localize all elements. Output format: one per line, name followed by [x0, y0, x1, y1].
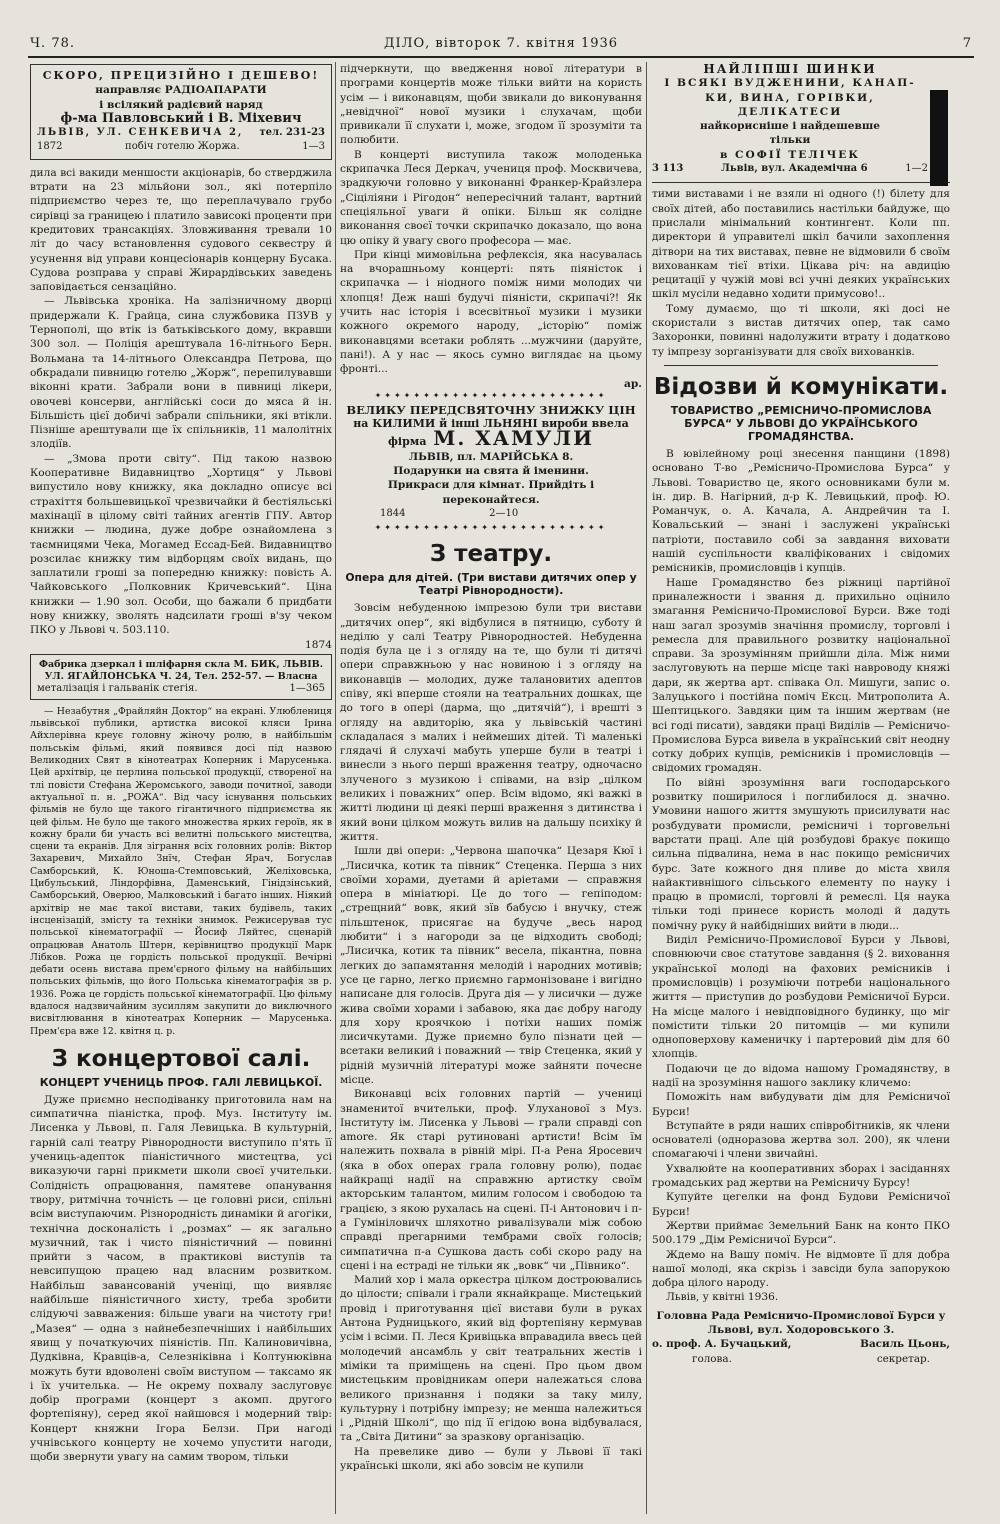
article-paragraph: дила всі вакиди меншости акціонарів, бо стверджила втрати на 23 мільйони зол., які потерпіло підприємство через те, що переплачувало грубо сирівці за границею і платило зависокі проценти при кредитових трансакціях. Зловживання тревали 10 літ до часу встановлення судового секвестру й усунення від управи концесіонарів концерну Бусака. Судова розправа у справі Жирардівських заведень заповідається сензаційно.: [30, 166, 332, 294]
ad-radio-tel: тел. 231-23: [259, 127, 325, 139]
ad-hams-line: НАЙЛІПШІ ШИНКИ: [703, 62, 877, 76]
article-paragraph: При кінці мимовільна рефлексія, яка насувалась на вчорашньому концерті: пять піяністок і скрипачка — і ніодного поміж ними молодих чи хлопця! Деж наші будучі піяністи, скрипачі?! Як учить нас історія і всесвітньої музики і музики кожного окремого народу, „історію“ поміж виконавцями всетаки роблять ...мужчини (даруйте, пані!). А у нас — якось сумно виглядає на цьому фронті...: [340, 248, 642, 376]
article-paragraph: Вступайте в ряди наших співробітників, як члени основателі (одноразова жертва зол. 200), як члени спомагаючі і члени звичайні.: [652, 1119, 950, 1161]
article-paragraph: — Незабутня „Фрайляйн Доктор“ на екрані. Улюблениця львівської публики, артистка високої кляси Ірина Айхлерівна креує головну жіночу ролю, в найбільшім польськім фільмі, який появився досі під назвою Великодних Свят в кінотеатрах Коперник і Марусенька. Цей архітвір, це перлина польської продукції, створеної на тлі повісти Стефана Жеромського, заводи почитної, заводи актуальної п. н. „РОЖА“. Від часу існування польських фільмів не було ще такого гігантичного підприємства як цей фільм. Не було ще такого множества ярких героїв, як в кожну брали би участь всі велитні польського мистецтва, сцени та екранів. Для зіграння всіх головних ролів: Віктор Захаревич, Михайло Знїч, Стефан Ярач, Богуслав Самборський, К. Юноша-Стемповський, Желіховська, Цибульський, Ліндорфівна, Даменський, Гінідзінський, Самборський, Оверюо, Малковський і багато інших. Ніякий архітвір не має такої вистави, таких будівель, таких інсценізацій, змісту та техніки знимок. Режисерував тус польської кінематографії — Йосиф Ляйтес, сценарій опрацював Анатоль Штерн, керівництво продукції Марк Лібков. Рожа це гордість польської продукції. Вечірні дебати осень вистава прем'єрного фільму на найбільших польських фільмів, що його Польська кінематографія зв р. 1936. Рожа це гордість польської кінематографії. Цю фільму вдалося надзвичайним зусиллям закупити до виключного висвітлювання в кінотеатрах Коперник — Марусенька. Прем'єра вже 12. квітня ц. р.: [30, 705, 332, 1037]
ad-radio: [30, 64, 332, 160]
article-paragraph: Наше Громадянство без ріжниці партійної приналежности і звання д. прихильно оцінило змагання Ремісничо-Промислової Бурси. Вже тоді наш загал зрозумів значіння промислу, торговлі і ремесла для правильного розвитку національної справи. За зрозумінням прийшли діла. Між ними заслуговують на перше місце такі навроводу княжі дари, як жертва арт. співака Ол. Мишуги, запис о. Залуцького і постійна поміч Ексц. Митрополита А. Шептицького. Завдяки цим та іншим жертвам (не всі годі писати), завдяки праці Виділів — Ремісничо-Промислова Бурса вивела в український світ неодну сотку добрих купців, ремісників і промисловців — свідомих громадян.: [652, 576, 950, 775]
article-paragraph: Подаючи це до відома нашому Громадянству, в надії на зрозуміння нашого заклику кличемо:: [652, 1062, 950, 1089]
ornament-rule: ✦✦✦✦✦✦✦✦✦✦✦✦✦✦✦✦✦✦✦✦✦✦✦✦: [374, 390, 608, 400]
ad-range: 1—2: [905, 163, 928, 175]
issue-number: Ч. 78.: [30, 36, 75, 51]
column-divider: [646, 62, 647, 1514]
ad-radio-line: направляє РАДІОАПАРАТИ: [95, 84, 267, 97]
ad-radio-line: і всілякий радієвий наряд: [99, 98, 263, 111]
ad-glass-line: металізація і гальванік стегія.: [37, 682, 198, 694]
article-paragraph: — Львівська хроніка. На залізничному дворці придержали К. Грайца, сина службовика ПЗУВ у Тернополі, що втік із батьківського дому, вкравши 300 зол. — Поліція арештувала 16-літнього Берн. Вольмана та 14-літнього Олександра Петрова, що обкрадали пивницю готелю „Жорж“, перепилувавши віконні крати. Забрали вони в пивниці лікери, овочеві консерви, англійські соси до мяса й ін. Більшість цієї добичі забрали спільники, які втікли. Пізніше арештували ще їх спільників, 11 малолітніх злодіїв.: [30, 295, 332, 451]
signature-left: о. проф. А. Бучацький,: [652, 1338, 792, 1351]
masthead: ДІЛО, вівторок 7. квітня 1936: [383, 36, 619, 51]
ad-radio-near: побіч готелю Жоржа.: [125, 141, 240, 153]
article-paragraph: По війні зрозуміння ваги господарського розвитку поширилося і поглибилося д. значно. Умовини нашого життя змушують присилувати нас розбудувати промисли, ремісничі і торговельні варстати праці. Але цій розбудові бракує покищо сильна підвалина, нема в нас покищо ремісничих бурс. Зате кожного дня пливе до міста хвиля найактивнішого сільського елементу по науку і працю в промислі, торговлі й ремеслі. Ця наука тільки тоді принесе користь молоді й дадуть помічну руку й найбідніших вийти в люди...: [652, 776, 950, 932]
ad-code: 3 113: [652, 163, 684, 175]
article-paragraph: — „Змова проти світу“. Під такою назвою Кооперативне Видавництво „Хортиця“ у Львові випустило нову книжку, яка докладно описує всі страхіття большевицької чрезвичайки й бестіяльські махінації в цілому світі тайних агентів ГПУ. Автор книжки — людина, дуже добре ознайомлена з таємницями Чека, Могамед Ессад-Бей. Видавництво розсилає книжку тим відборцям своїх видань, що заплатили гроші за попередню книжку: повість А. Чайковського „Полковник Кричевський“. Ціна книжки — 1.90 зол. Особи, що бажали б придбати нову книжку, зволять надсилати гроші в'зу чеком ПКО у Львові ч. 503.110.: [30, 452, 332, 637]
article-paragraph: Малий хор і мала оркестра цілком достроювались до цілости; співали і грали якнайкраще. Мистецький провід і приготування цієї вистави були в руках Антона Рудницького, який від фортепіяну кермував усім і всіми. П. Леся Кривіцька вправадила ввесь цей молодечий ансамбль у світ театральних жестів і міміки та приміщень на сцені. Про цьом двом мистецьким провідникам опери належаться слова великого признання і подяки за таку милу, культурну і потрібну імпрезу; не менша належиться і „Рідній Школі“, що під її егідою вона відбувалася, та „Світа Дитини“ за зразкову організацію.: [340, 1274, 642, 1444]
ad-hams-line: ДЕЛІКАТЕСИ: [737, 105, 843, 118]
ad-range: 1—3: [302, 141, 325, 153]
ad-glass-line: УЛ. ЯГАЙЛОНСЬКА Ч. 24, Тел. 252-57. — Власна: [44, 670, 318, 682]
ad-radio-firm: ф-ма Павловський і В. Міхевич: [60, 110, 302, 126]
article-paragraph: Купуйте цегелки на фонд Будови Ремісничої Бурси!: [652, 1191, 950, 1218]
ad-glass: [30, 654, 332, 700]
ornament-rule: ✦✦✦✦✦✦✦✦✦✦✦✦✦✦✦✦✦✦✦✦✦✦✦✦: [374, 523, 608, 533]
appeal-roles: [652, 1352, 950, 1366]
article-paragraph: Дуже приємно несподіванку приготовила нам на симпатична піаністка, проф. Муз. Інституту ім. Лисенка у Львові, п. Галя Левицька. В культурній, гарній салі театру Рівнородности виступило п'ять її учениць-адепток піаністичного мистецтва, усі виказуючи гарні прикмети школи своєї учительки. Солідність опрацювання, памятеве опанування твору, ритмічна точність — це головні риси, спільні всім виступаючим. Різнородність динаміки й агогіки, технічна досконалість і „розмах“ — як загально музичний, так і чисто піяністичний — повинні прийти з часом, в практикові виступів та невсипущою працею над власним розвитком. Найбільш завансованій ученіці, що виявляє найбільше піяністичного хисту, треба зробити слідуючі завважения: більше уваги на чистоту гри! „Мазея“ — одна з найнебезпечніших і найбільших явищ у початкуючих піяністів. Пп. Калиновичівна, Дудківна, Кравців-а, Селезніківна і Колтунюківна можуть бути вдоволені своїм виступом — таксамо як і їх учителька. — Не окрему похвалу заслуговує добір програми (концерт з акомп. другого фортепіяну), серед якої найшовся і модерний твір: Концерт княжни Ігора Белзи. При нагоді учнівського концерту не хочемо упустити нагоди, щоби звернути увагу на самим твором, тільки: [30, 1093, 332, 1464]
section-rule: [664, 365, 938, 366]
header-rule: [28, 56, 974, 58]
ad-hams-line: в СОФІЇ ТЕЛІЧЕК: [719, 148, 861, 161]
article-title: ТОВАРИСТВО „РЕМІСНИЧО-ПРОМИСЛОВА БУРСА“ У ЛЬВОВІ ДО УКРАЇНСЬКОГО ГРОМАДЯНСТВА.: [670, 403, 932, 443]
appeal-signoff: Головна Рада Ремісничо-Промислової Бурси у Львові, вул. Ходоровського 3.: [656, 1309, 946, 1337]
ad-glass-line: Фабрика дзеркал і шліфарня скла М. БИК, ЛЬВІВ.: [38, 658, 324, 670]
article-paragraph: Ждемо на Вашу поміч. Не відмовте її для добра нашої молоді, яка скрізь і завсіди була запорукою добра цілого народу.: [652, 1248, 950, 1290]
column-3: [652, 62, 950, 1518]
article-paragraph: підчеркнути, що введження нової літератури в програми концертів може тільки вийти на користь усім — і виконавцям, щоби звикали до виконування „невідчної“ нової музики і слухачам, щоби привикали її слухати і, може, згодом її зрозуміти та полюбити.: [340, 63, 642, 147]
article-paragraph: На превелике диво — були у Львові її такі українські школи, які або зовсім не купили: [340, 1445, 642, 1473]
ad-carpets-address: ЛЬВІВ, пл. МАРІЙСЬКА 8.: [408, 450, 574, 463]
role-left: голова.: [692, 1352, 732, 1365]
ad-hams-line: І ВСЯКІ ВУДЖЕНИНИ, КАНАП-: [664, 77, 916, 90]
article-paragraph: В ювілейному році знесення панщини (1898) основано Т-во „Ремісничо-Промислова Бурса“ у Львові. Товариство це, якого основниками були м. ін. дир. В. Нагірний, д-р К. Левицький, проф. Ю. Романчук, о. А. Качала, А. Андрейчин та І. Ковальський — знані і заслужені українські патріоти, поставило собі за завдання виховати нашій суспільности кваліфікованих і свідомих ремісників, промисловців і купців.: [652, 447, 950, 575]
ad-code: 1874: [305, 638, 332, 651]
article-paragraph: Виконавці всіх головних партій — учениці знаменитої вчительки, проф. Улуханової з Муз. Інституту ім. Лисенка у Львові — грали справді con amore. Як старі рутиновані артисти! Всім їм належить похвала в рівній мірі. П-а Рена Яросевич (яка в обох операх грала головну ролю), подає найкращі надії на справжню артистку своїм акторським талантом, милим голосом і свободою та грацією, з якою рухалась на сцені. П-і Антонович і п-а Гумініловичх шляхотно ривалізували між собою справді прегарними тембрами своїх голосів; симпатична п-а Сушкова дасть собі скоро раду на сцені і на естраді не тільки як „вовк“ чи „Півнико“.: [340, 1088, 642, 1272]
article-paragraph: Львів, у квітні 1936.: [666, 1291, 779, 1304]
ad-hams-bar: [930, 90, 948, 186]
section-heading: Відозви й комунікати.: [653, 373, 949, 400]
ad-range: 2—10: [489, 507, 519, 519]
ad-carpets-line: Подарунки на свята й іменини.: [393, 465, 589, 478]
article-paragraph: тими виставами і не взяли ні одного (!) білету для своїх дітей, або поставились настільки байдуже, що прислали мінімальний контингент. Коли пп. директори й управителі шкіл бачили захоплення дітвори на тих виставах, певне не відмовили б своїм вихованкам тієї втіхи. Цікава річ: на авдицію рецитації у чужій мові всі учні деяких українських шкіл мусіли недавно ходити примусово!..: [652, 188, 950, 301]
column-2: [340, 62, 642, 1518]
ad-carpets: [340, 401, 642, 523]
ad-rule: [652, 182, 950, 183]
ad-code: 1872: [37, 141, 63, 153]
article-paragraph: Ухвалюйте на кооперативних зборах і засіданнях громадських рад жертви на Ремісничу Бурсу!: [652, 1162, 950, 1190]
ad-hams-address: Львів, вул. Академічна 6: [721, 163, 868, 175]
ad-code: 1844: [380, 507, 406, 519]
ad-carpets-line: ВЕЛИКУ ПЕРЕДСВЯТОЧНУ ЗНИЖКУ ЦІН: [346, 402, 636, 417]
appeal-signatures: [652, 1337, 950, 1351]
signature-right: Василь Цьонь,: [860, 1338, 950, 1351]
ad-carpets-line: Прикраси для кімнат. Прийдіть і переконайтеся.: [387, 479, 595, 506]
article-paragraph: Жертви приймає Земельний Банк на конто ПКО 500.179 „Дім Ремісничої Бурси“.: [652, 1219, 950, 1247]
page-header: [30, 36, 972, 56]
ad-range: 1—365: [289, 682, 325, 694]
section-heading: З концертової салі.: [51, 1045, 311, 1072]
ad-carpets-line: на КИЛИМИ й інші ЛЬНЯНІ вироби ввела: [353, 417, 629, 431]
column-1: [30, 62, 332, 1518]
column-divider: [335, 62, 336, 1514]
article-paragraph: Зовсім небуденною імпрезою були три вистави „дитячих опер“, які відбулися в пятницю, суботу й неділю у салі Театру Рівнородностей. Небуденна подія була це і з огляду на те, що були ті дитячі опери справжньою у нас новиною і з огляду на виконавців — молодих, дуже талановитих адептов співу, які вперше стояли на театральних дошках, ще до того в опері (дарма, що „дитячій“), і врешті з огляду на авдиторію, яка у львівській частині складалася з малих і неймеших дітей. Ті маленькі глядачі й слухачі мабуть уперше були в театрі і винесли з нього перші враження театру, одночасно злученого з музикою і співами, на взір „цілком великих і поважних“ опер. Всім відомо, які важкі в житті людини ці деякі перші враження з дитинства і який вони цілком можуть вилив на дальшу психіку й життя.: [340, 602, 642, 843]
ad-carpets-firm: М. ХАМУЛИ: [433, 426, 595, 451]
ad-radio-address: ЛЬВІВ, УЛ. СЕНКЕВИЧА 2,: [37, 127, 244, 139]
article-paragraph: В концерті виступила також молоденька скрипачка Леся Деркач, учениця проф. Москвичева, зрадкуючи головно у виконанні Франкер-Крайзлера „Сіціліяни і Рігодон“ непересічний талант, вартний спеціяльної уваги й опіки. Більш як солідне виконання своєї точки скрипачко доказало, що вона цю опіку й увагу свого професора — має.: [340, 148, 642, 247]
ad-hams-line: найкорисніше і найдешевше: [699, 120, 881, 133]
article-paragraph: Виділ Ремісничо-Промислової Бурси у Львові, сповнюючи своє статутове завдання (§ 2. виховання української молоді на фахових ремісників і промисловців) і розуміючи потреби національного життя — приступив до розбудови Ремісничої Бурси. На місце малого і невідповідного будинку, що міг помістити тільки 20 питомців — ми купили одноповерхову каменичку і партеровий дім для 60 хлопців.: [652, 934, 950, 1061]
section-heading: З театру.: [429, 541, 553, 568]
ad-hams-line: КИ, ВИНА, ГОРІВКИ,: [705, 91, 875, 104]
ad-hams: [652, 62, 950, 176]
ad-hams-line: тільки: [769, 134, 811, 147]
role-right: секретар.: [876, 1352, 930, 1365]
page-number: 7: [962, 36, 972, 51]
article-paragraph: Тому думаємо, що ті школи, які досі не скористали з вистав дитячих опер, так само Захоронки, повинні надолужити втрату і додатково ту імпрезу зорганізувати для своїх вихованків.: [652, 302, 950, 358]
article-signature: ар.: [624, 377, 642, 390]
ad-radio-title: СКОРО, ПРЕЦИЗІЙНО І ДЕШЕВО!: [42, 69, 320, 82]
article-paragraph: Поможіть нам вибудувати дім для Ремісничої Бурси!: [652, 1091, 950, 1118]
article-title: КОНЦЕРТ УЧЕНИЦЬ ПРОФ. ГАЛІ ЛЕВИЦЬКОЇ.: [39, 1075, 323, 1089]
ad-carpets-label: фірма: [387, 435, 427, 449]
article-title: Опера для дітей. (Три вистави дитячих опер у Театрі Рівнородности).: [345, 571, 637, 598]
article-paragraph: Ішли дві опери: „Червона шапочка“ Цезаря Кюї і „Лисичка, котик та півник“ Стеценка. Перша з них своїми хорами, дуетами й аріетами — справжня опера в мініатюрі. Це до того — гепіподом: „стрещний“ вовк, який зїв бабусю і внучку, стеж пільштенок, присягає на будуче „весь народ любити“ і з нагороди за це відходить свободі; „Лисичка, котик та півник“ весела, пікантна, повна легких до запамятання мелодій і народних мотивів; усе це гарно, легко приємно гармонізоване і вигідно написане для голосів. Друга дія — у лисички — дуже жива своїми хорами і забавою, яка дає добру нагоду для хору кроячкою і потіхи наших поміж лисичкутами. Дуже приємно було пізнати цей — всетаки великий і поважний — твір Стеценка, який у рідній музичній літературі може зайняти почесне місце.: [340, 845, 642, 1086]
